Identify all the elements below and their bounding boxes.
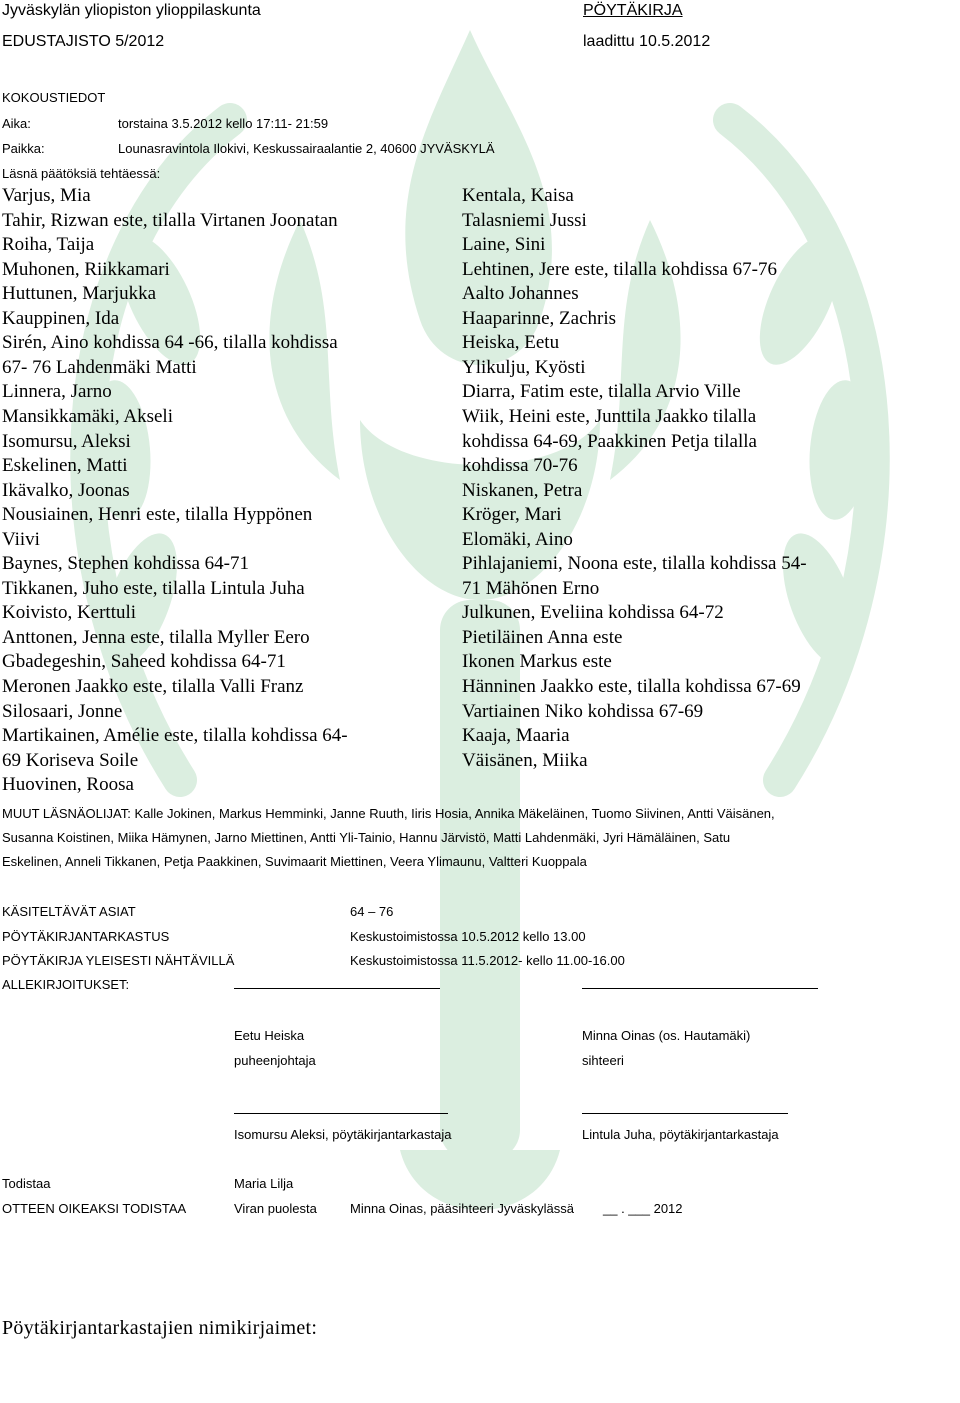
attendee-line: Ikävalko, Joonas [2, 480, 130, 501]
public-value: Keskustoimistossa 11.5.2012- kello 11.00-16.00 [350, 953, 625, 968]
checker2-name: Lintula Juha, pöytäkirjantarkastaja [582, 1127, 779, 1142]
secretary-role: sihteeri [582, 1053, 624, 1068]
attendee-line: Silosaari, Jonne [2, 701, 123, 722]
attendee-line: Diarra, Fatim este, tilalla Arvio Ville [462, 381, 741, 402]
attendee-line: Talasniemi Jussi [462, 210, 587, 231]
signature-line-checker1 [234, 1113, 448, 1114]
attendee-line: Tikkanen, Juho este, tilalla Lintula Juha [2, 578, 305, 599]
attendee-line: Kauppinen, Ida [2, 308, 120, 329]
attendee-line: Muhonen, Riikkamari [2, 259, 170, 280]
attendee-line: kohdissa 70-76 [462, 455, 578, 476]
attendee-line: Pietiläinen Anna este [462, 627, 623, 648]
attendee-line: Tahir, Rizwan este, tilalla Virtanen Joonatan [2, 210, 338, 231]
attendee-line: Wiik, Heini este, Junttila Jaakko tilalla [462, 406, 757, 427]
attendee-line: Aalto Johannes [462, 283, 579, 304]
attendee-line: Pihlajaniemi, Noona este, tilalla kohdissa 54- [462, 553, 807, 574]
attendee-line: Lehtinen, Jere este, tilalla kohdissa 67-76 [462, 259, 777, 280]
signatures-label: ALLEKIRJOITUKSET: [2, 977, 130, 992]
check-label: PÖYTÄKIRJANTARKASTUS [2, 929, 170, 944]
section-title: KOKOUSTIEDOT [2, 90, 106, 105]
org-name: Jyväskylän yliopiston ylioppilaskunta [2, 2, 261, 19]
attendee-line: Nousiainen, Henri este, tilalla Hyppönen [2, 504, 313, 525]
place-label: Paikka: [2, 141, 45, 156]
attendee-line: Sirén, Aino kohdissa 64 -66, tilalla kohdissa [2, 332, 338, 353]
signature-line-secretary [582, 988, 818, 989]
time-label: Aika: [2, 116, 31, 131]
public-label: PÖYTÄKIRJA YLEISESTI NÄHTÄVILLÄ [2, 953, 235, 968]
attendee-line: Gbadegeshin, Saheed kohdissa 64-71 [2, 651, 286, 672]
attendee-line: kohdissa 64-69, Paakkinen Petja tilalla [462, 431, 757, 452]
attest-value: Maria Lilja [234, 1176, 294, 1191]
attendee-line: 71 Mähönen Erno [462, 578, 600, 599]
document-type: PÖYTÄKIRJA [583, 2, 683, 19]
attendee-line: Kröger, Mari [462, 504, 562, 525]
present-label: Läsnä päätöksiä tehtäessä: [2, 166, 161, 181]
attendee-line: Koivisto, Kerttuli [2, 602, 137, 623]
attendee-line: Baynes, Stephen kohdissa 64-71 [2, 553, 249, 574]
attendee-line: Viivi [2, 529, 40, 550]
attendee-line: Kaaja, Maaria [462, 725, 570, 746]
attendee-line: Isomursu, Aleksi [2, 431, 131, 452]
attendee-line: Ikonen Markus este [462, 651, 612, 672]
attendee-line: Huttunen, Marjukka [2, 283, 157, 304]
others-line: MUUT LÄSNÄOLIJAT: Kalle Jokinen, Markus Hemminki, Janne Ruuth, Iiris Hosia, Annika Mäkeläinen, Tuomo Siivinen, Antti Väisänen, [2, 806, 775, 821]
others-line: Susanna Koistinen, Miika Hämynen, Jarno Miettinen, Antti Yli-Tainio, Hannu Järvistö, Matti Lahdenmäki, Jyri Hämäläinen, Satu [2, 830, 731, 845]
handled-label: KÄSITELTÄVÄT ASIAT [2, 904, 136, 919]
attendee-line: Huovinen, Roosa [2, 774, 134, 795]
initials-label: Pöytäkirjantarkastajien nimikirjaimet: [2, 1317, 318, 1339]
attendee-line: Elomäki, Aino [462, 529, 573, 550]
copy-label: OTTEEN OIKEAKSI TODISTAA [2, 1201, 187, 1216]
chair-name: Eetu Heiska [234, 1028, 305, 1043]
checker1-name: Isomursu Aleksi, pöytäkirjantarkastaja [234, 1127, 452, 1142]
attendee-line: Martikainen, Amélie este, tilalla kohdissa 64- [2, 725, 348, 746]
attendee-line: Roiha, Taija [2, 234, 95, 255]
attendee-line: Laine, Sini [462, 234, 546, 255]
attendee-line: Heiska, Eetu [462, 332, 560, 353]
copy-by: Viran puolesta [234, 1201, 317, 1216]
attendee-line: Ylikulju, Kyösti [462, 357, 586, 378]
attendee-line: Eskelinen, Matti [2, 455, 128, 476]
attest-label: Todistaa [2, 1176, 51, 1191]
check-value: Keskustoimistossa 10.5.2012 kello 13.00 [350, 929, 586, 944]
copy-date-blank: __ . ___ 2012 [603, 1201, 683, 1216]
attendee-line: Väisänen, Miika [462, 750, 588, 771]
time-value: torstaina 3.5.2012 kello 17:11- 21:59 [118, 116, 329, 131]
attendee-line: Mansikkamäki, Akseli [2, 406, 173, 427]
attendee-line: 69 Koriseva Soile [2, 750, 139, 771]
secretary-name: Minna Oinas (os. Hautamäki) [582, 1028, 751, 1043]
attendee-line: Niskanen, Petra [462, 480, 583, 501]
signature-line-chair [234, 988, 440, 989]
attendee-line: Haaparinne, Zachris [462, 308, 617, 329]
attendee-line: Anttonen, Jenna este, tilalla Myller Eero [2, 627, 310, 648]
attendee-line: Linnera, Jarno [2, 381, 112, 402]
signature-line-checker2 [582, 1113, 788, 1114]
attendee-line: Varjus, Mia [2, 185, 91, 206]
others-line: Eskelinen, Anneli Tikkanen, Petja Paakkinen, Suvimaarit Miettinen, Veera Ylimaunu, Valtteri Kuoppala [2, 854, 587, 869]
handled-value: 64 – 76 [350, 904, 394, 919]
date-prepared: laadittu 10.5.2012 [583, 33, 711, 50]
attendee-line: Julkunen, Eveliina kohdissa 64-72 [462, 602, 724, 623]
attendee-line: Meronen Jaakko este, tilalla Valli Franz [2, 676, 304, 697]
chair-role: puheenjohtaja [234, 1053, 316, 1068]
meeting-title: EDUSTAJISTO 5/2012 [2, 33, 165, 50]
place-value: Lounasravintola Ilokivi, Keskussairaalantie 2, 40600 JYVÄSKYLÄ [118, 141, 495, 156]
copy-who: Minna Oinas, pääsihteeri Jyväskylässä [350, 1201, 574, 1216]
attendee-line: Kentala, Kaisa [462, 185, 574, 206]
attendee-line: Vartiainen Niko kohdissa 67-69 [462, 701, 704, 722]
attendee-line: Hänninen Jaakko este, tilalla kohdissa 67-69 [462, 676, 801, 697]
attendee-line: 67- 76 Lahdenmäki Matti [2, 357, 197, 378]
